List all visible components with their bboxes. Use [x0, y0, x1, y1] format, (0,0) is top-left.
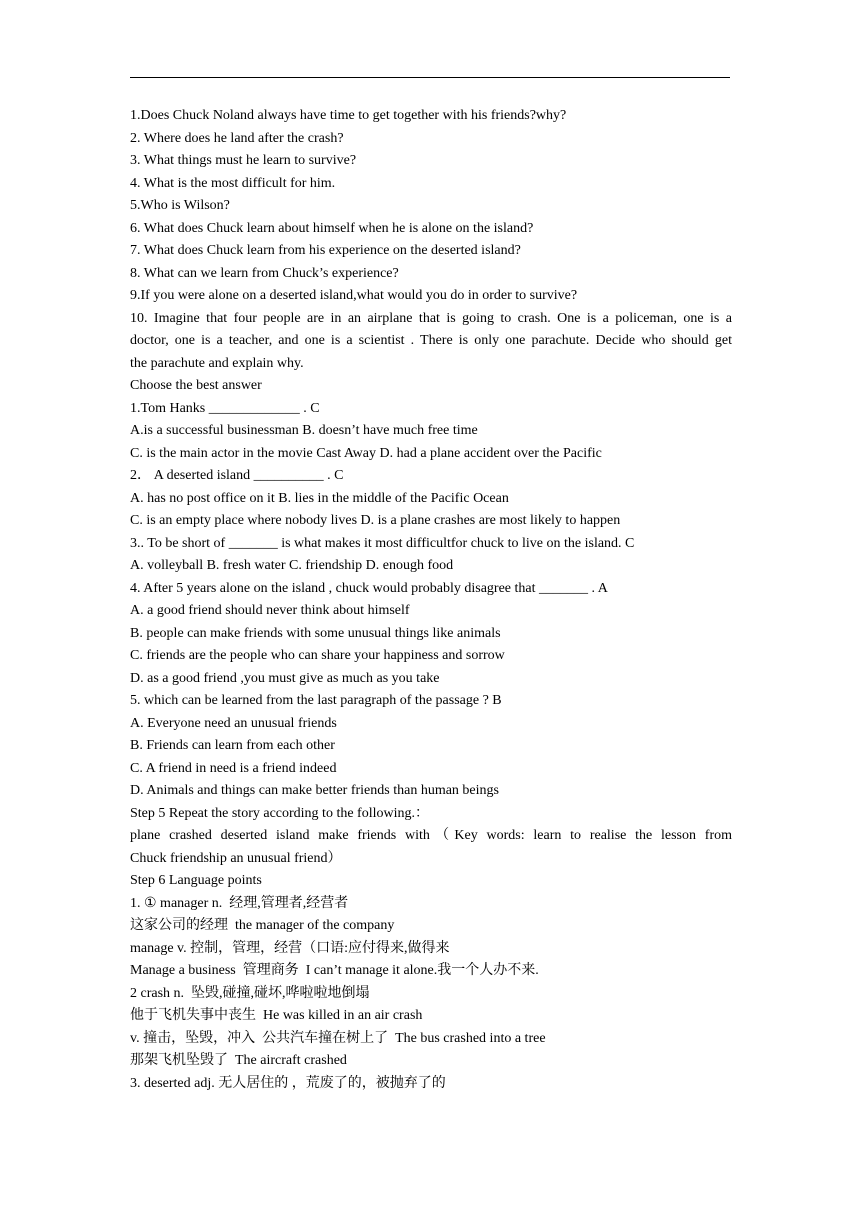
mc-question-3: 3.. To be short of _______ is what makes it most difficultfor chuck to live on the island. C	[130, 535, 635, 551]
question-2: 2. Where does he land after the crash?	[130, 130, 344, 146]
vocab-crash-example-1: 他于飞机失事中丧生 He was killed in an air crash	[130, 1008, 423, 1023]
question-10-line-2: doctor, one is a teacher, and one is a scientist . There is only one parachute. Decide who should get	[130, 333, 732, 348]
mc-5-option-c: C. A friend in need is a friend indeed	[130, 760, 337, 776]
mc-question-5: 5. which can be learned from the last paragraph of the passage ? B	[130, 693, 502, 708]
question-7: 7. What does Chuck learn from his experience on the deserted island?	[130, 243, 521, 258]
question-6: 6. What does Chuck learn about himself when he is alone on the island?	[130, 220, 534, 236]
vocab-crash-verb: v. 撞击，坠毁，冲入 公共汽车撞在树上了 The bus crashed into a tree	[130, 1030, 546, 1046]
mc-question-4: 4. After 5 years alone on the island , chuck would probably disagree that _______ . A	[130, 580, 608, 596]
question-10-line-3: the parachute and explain why.	[130, 355, 304, 371]
question-3: 3. What things must he learn to survive?	[130, 153, 357, 168]
question-4: 4. What is the most difficult for him.	[130, 175, 336, 191]
question-1: 1.Does Chuck Noland always have time to get together with his friends?why?	[130, 108, 567, 123]
mc-4-option-c: C. friends are the people who can share your happiness and sorrow	[130, 648, 505, 663]
step-5-keywords-line-2: Chuck friendship an unusual friend）	[130, 850, 342, 866]
mc-2-options-cd: C. is an empty place where nobody lives D. is a plane crashes are most likely to happen	[130, 513, 621, 528]
mc-4-option-d: D. as a good friend ,you must give as much as you take	[130, 670, 440, 686]
mc-3-options: A. volleyball B. fresh water C. friendship D. enough food	[130, 558, 454, 573]
vocab-manager-example: 这家公司的经理 the manager of the company	[130, 918, 395, 933]
mc-5-option-b: B. Friends can learn from each other	[130, 738, 335, 753]
mc-2-options-ab: A. has no post office on it B. lies in the middle of the Pacific Ocean	[130, 490, 509, 506]
step-6-heading: Step 6 Language points	[130, 873, 262, 888]
vocab-manager: 1. ① manager n. 经理,管理者,经营者	[130, 895, 349, 911]
document-body	[130, 105, 732, 1095]
vocab-manage-example: Manage a business 管理商务 I can’t manage it alone.我一个人办不来.	[130, 963, 539, 978]
vocab-crash-example-2: 那架飞机坠毁了 The aircraft crashed	[130, 1053, 347, 1068]
mc-1-options-cd: C. is the main actor in the movie Cast Away D. had a plane accident over the Pacific	[130, 445, 602, 461]
step-5-keywords-line-1: plane crashed deserted island make friends with（Key words: learn to realise the lesson from	[130, 828, 732, 843]
section-heading-choose: Choose the best answer	[130, 378, 262, 393]
question-10-line-1: 10. Imagine that four people are in an airplane that is going to crash. One is a policeman, one is a	[130, 310, 732, 326]
vocab-crash: 2 crash n. 坠毁,碰撞,碰坏,哗啦啦地倒塌	[130, 985, 370, 1001]
vocab-deserted: 3. deserted adj. 无人居住的 ，荒废了的，被抛弃了的	[130, 1075, 446, 1091]
mc-question-2: 2． A deserted island __________ . C	[130, 468, 344, 483]
mc-4-option-a: A. a good friend should never think about himself	[130, 603, 410, 618]
mc-4-option-b: B. people can make friends with some unusual things like animals	[130, 625, 501, 641]
question-9: 9.If you were alone on a deserted island,what would you do in order to survive?	[130, 288, 578, 303]
question-5: 5.Who is Wilson?	[130, 198, 230, 213]
mc-5-option-a: A. Everyone need an unusual friends	[130, 715, 337, 731]
mc-question-1: 1.Tom Hanks _____________ . C	[130, 400, 320, 416]
step-5-heading: Step 5 Repeat the story according to the following.：	[130, 805, 429, 821]
question-8: 8. What can we learn from Chuck’s experience?	[130, 265, 399, 281]
header-rule	[130, 77, 730, 78]
vocab-manage: manage v. 控制，管理，经营（口语:应付得来,做得来	[130, 940, 450, 956]
mc-5-option-d: D. Animals and things can make better friends than human beings	[130, 783, 499, 798]
mc-1-options-ab: A.is a successful businessman B. doesn’t have much free time	[130, 423, 478, 438]
